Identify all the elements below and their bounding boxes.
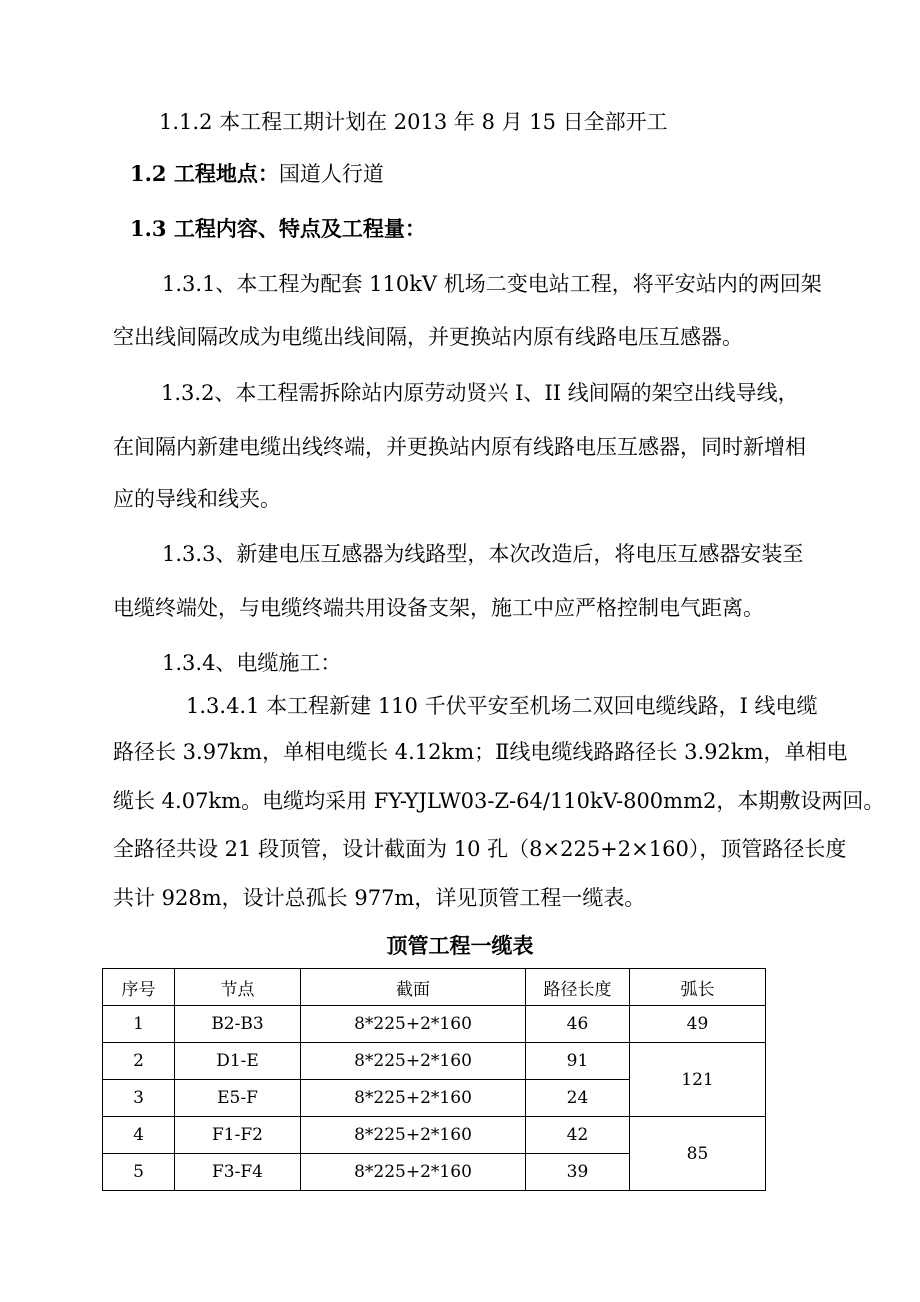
cell-route-length: 42 bbox=[526, 1117, 630, 1154]
cell-arc-length: 85 bbox=[630, 1117, 766, 1191]
cell-index: 5 bbox=[103, 1154, 175, 1191]
pipe-jacking-table bbox=[102, 968, 766, 1191]
cell-arc-length: 49 bbox=[630, 1006, 766, 1043]
table-row bbox=[103, 1117, 766, 1154]
paragraph-1-3-2-line-3: 应的导线和线夹。 bbox=[113, 487, 281, 511]
cell-index: 1 bbox=[103, 1006, 175, 1043]
paragraph-1-3-1-line-2: 空出线间隔改成为电缆出线间隔，并更换站内原有线路电压互感器。 bbox=[113, 325, 743, 349]
heading-1-2-value: 国道人行道 bbox=[278, 162, 384, 186]
paragraph-1-3-4-1-line-2: 路径长 3.97km，单相电缆长 4.12km；Ⅱ线电缆线路路径长 3.92km，单相电 bbox=[113, 740, 848, 764]
cell-route-length: 39 bbox=[526, 1154, 630, 1191]
cell-node: B2-B3 bbox=[175, 1006, 301, 1043]
paragraph-1-3-2-line-1: 1.3.2、本工程需拆除站内原劳动贤兴 I、II 线间隔的架空出线导线， bbox=[161, 381, 799, 405]
header-route-length: 路径长度 bbox=[526, 969, 630, 1006]
header-index: 序号 bbox=[103, 969, 175, 1006]
cell-index: 4 bbox=[103, 1117, 175, 1154]
paragraph-1-3-4-1-line-4: 全路径共设 21 段顶管，设计截面为 10 孔（8×225+2×160），顶管路径长度 bbox=[113, 837, 847, 861]
paragraph-1-3-1-line-1: 1.3.1、本工程为配套 110kV 机场二变电站工程，将平安站内的两回架 bbox=[162, 272, 822, 296]
header-arc-length: 弧长 bbox=[630, 969, 766, 1006]
paragraph-1-3-4-1-line-3: 缆长 4.07km。电缆均采用 FY-YJLW03-Z-64/110kV-800mm2，本期敷设两回。 bbox=[113, 789, 885, 813]
paragraph-1-3-4-1-line-1: 1.3.4.1 本工程新建 110 千伏平安至机场二双回电缆线路，I 线电缆 bbox=[186, 694, 818, 718]
cell-node: D1-E bbox=[175, 1043, 301, 1080]
heading-1-2 bbox=[130, 160, 384, 188]
paragraph-1-1-2: 1.1.2 本工程工期计划在 2013 年 8 月 15 日全部开工 bbox=[159, 110, 668, 134]
cell-node: F3-F4 bbox=[175, 1154, 301, 1191]
cell-node: E5-F bbox=[175, 1080, 301, 1117]
cell-arc-length: 121 bbox=[630, 1043, 766, 1117]
cell-section: 8*225+2*160 bbox=[301, 1080, 526, 1117]
paragraph-1-3-3-line-1: 1.3.3、新建电压互感器为线路型，本次改造后，将电压互感器安装至 bbox=[162, 542, 804, 566]
paragraph-1-3-3-line-2: 电缆终端处，与电缆终端共用设备支架，施工中应严格控制电气距离。 bbox=[113, 596, 764, 620]
cell-section: 8*225+2*160 bbox=[301, 1043, 526, 1080]
table-row bbox=[103, 1043, 766, 1080]
cell-route-length: 91 bbox=[526, 1043, 630, 1080]
cell-route-length: 24 bbox=[526, 1080, 630, 1117]
heading-1-2-label: 1.2 工程地点： bbox=[130, 161, 279, 186]
table-header-row bbox=[103, 969, 766, 1006]
paragraph-1-3-4: 1.3.4、电缆施工： bbox=[162, 651, 342, 675]
header-node: 节点 bbox=[175, 969, 301, 1006]
header-section: 截面 bbox=[301, 969, 526, 1006]
table-row bbox=[103, 1006, 766, 1043]
cell-route-length: 46 bbox=[526, 1006, 630, 1043]
cell-index: 3 bbox=[103, 1080, 175, 1117]
table-title: 顶管工程一缆表 bbox=[386, 934, 534, 958]
cell-section: 8*225+2*160 bbox=[301, 1117, 526, 1154]
paragraph-1-3-4-1-line-5: 共计 928m，设计总孤长 977m，详见顶管工程一缆表。 bbox=[113, 886, 646, 910]
cell-node: F1-F2 bbox=[175, 1117, 301, 1154]
paragraph-1-3-2-line-2: 在间隔内新建电缆出线终端，并更换站内原有线路电压互感器，同时新增相 bbox=[113, 435, 806, 459]
cell-index: 2 bbox=[103, 1043, 175, 1080]
cell-section: 8*225+2*160 bbox=[301, 1006, 526, 1043]
heading-1-3: 1.3 工程内容、特点及工程量： bbox=[130, 216, 426, 241]
cell-section: 8*225+2*160 bbox=[301, 1154, 526, 1191]
